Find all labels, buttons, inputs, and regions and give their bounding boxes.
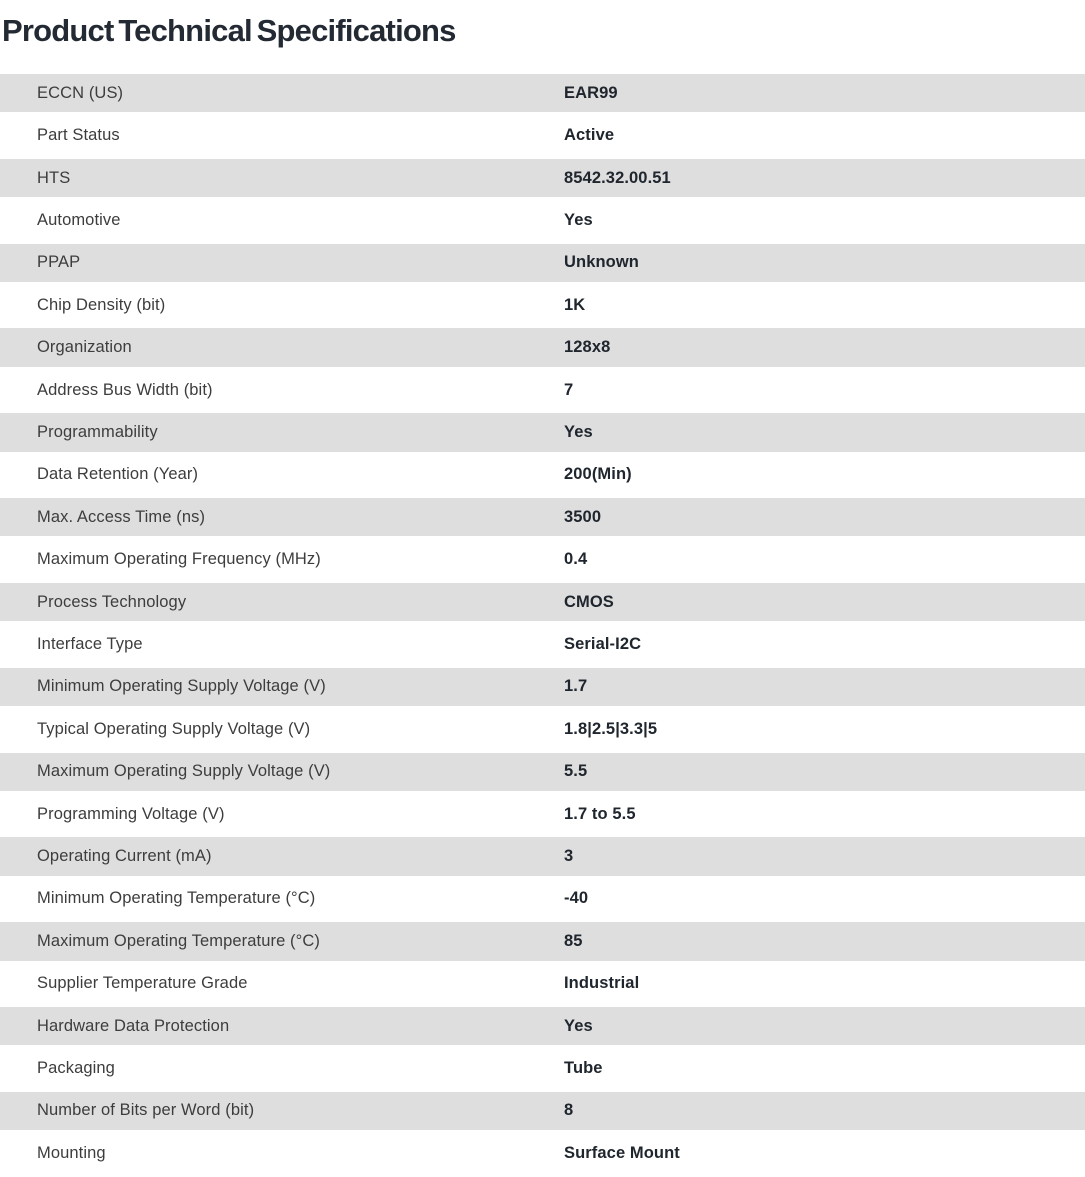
spec-row <box>0 922 1085 964</box>
spec-value: Serial-I2C <box>564 634 642 653</box>
spec-value: 1K <box>564 295 586 314</box>
spec-value: 1.8|2.5|3.3|5 <box>564 719 658 738</box>
spec-row <box>0 244 1085 286</box>
spec-row <box>0 159 1085 201</box>
spec-label: Number of Bits per Word (bit) <box>37 1101 255 1120</box>
spec-value: Yes <box>564 422 593 441</box>
spec-label: PPAP <box>37 253 81 272</box>
spec-value: Yes <box>564 1016 593 1035</box>
spec-value: 5.5 <box>564 762 588 781</box>
spec-label: Address Bus Width (bit) <box>37 380 213 399</box>
spec-row <box>0 540 1085 582</box>
spec-label: Supplier Temperature Grade <box>37 974 248 993</box>
spec-row <box>0 498 1085 540</box>
spec-value: 3 <box>564 847 574 866</box>
spec-row <box>0 668 1085 710</box>
spec-label: Programmability <box>37 422 158 441</box>
spec-row <box>0 710 1085 752</box>
spec-row <box>0 837 1085 879</box>
spec-label: Max. Access Time (ns) <box>37 507 206 526</box>
spec-value: 0.4 <box>564 550 588 569</box>
spec-table <box>0 74 1085 1177</box>
spec-row <box>0 201 1085 243</box>
spec-label: Minimum Operating Temperature (°C) <box>37 889 316 908</box>
spec-label: Data Retention (Year) <box>37 465 199 484</box>
spec-value: Unknown <box>564 253 639 272</box>
spec-label: Packaging <box>37 1059 115 1078</box>
spec-label: HTS <box>37 168 71 187</box>
spec-row <box>0 1049 1085 1091</box>
spec-label: Interface Type <box>37 634 143 653</box>
spec-value: 200(Min) <box>564 465 632 484</box>
spec-label: Maximum Operating Frequency (MHz) <box>37 550 321 569</box>
spec-row <box>0 880 1085 922</box>
spec-value: Yes <box>564 210 593 229</box>
spec-value: 128x8 <box>564 338 611 357</box>
page-title: Product Technical Specifications <box>2 13 456 48</box>
spec-row <box>0 1007 1085 1049</box>
spec-label: Programming Voltage (V) <box>37 804 225 823</box>
spec-row <box>0 625 1085 667</box>
spec-row <box>0 583 1085 625</box>
spec-label: ECCN (US) <box>37 83 124 102</box>
spec-value: Industrial <box>564 974 640 993</box>
spec-row <box>0 371 1085 413</box>
spec-label: Typical Operating Supply Voltage (V) <box>37 719 311 738</box>
spec-value: Surface Mount <box>564 1143 680 1162</box>
spec-row <box>0 328 1085 370</box>
spec-label: Maximum Operating Supply Voltage (V) <box>37 762 331 781</box>
spec-label: Maximum Operating Temperature (°C) <box>37 931 320 950</box>
spec-label: Organization <box>37 338 132 357</box>
spec-row <box>0 74 1085 116</box>
spec-value: Tube <box>564 1059 603 1078</box>
spec-value: Active <box>564 126 615 145</box>
spec-row <box>0 413 1085 455</box>
spec-label: Automotive <box>37 210 121 229</box>
spec-value: -40 <box>564 889 589 908</box>
spec-label: Chip Density (bit) <box>37 295 166 314</box>
spec-row <box>0 753 1085 795</box>
spec-row <box>0 286 1085 328</box>
spec-label: Part Status <box>37 126 120 145</box>
spec-value: 1.7 <box>564 677 588 696</box>
spec-value: 1.7 to 5.5 <box>564 804 636 823</box>
spec-label: Process Technology <box>37 592 187 611</box>
spec-label: Mounting <box>37 1143 106 1162</box>
spec-label: Operating Current (mA) <box>37 847 212 866</box>
spec-value: 3500 <box>564 507 602 526</box>
spec-row <box>0 1092 1085 1134</box>
spec-value: 7 <box>564 380 574 399</box>
spec-value: CMOS <box>564 592 614 611</box>
spec-row <box>0 795 1085 837</box>
spec-row <box>0 1134 1085 1176</box>
spec-label: Minimum Operating Supply Voltage (V) <box>37 677 326 696</box>
spec-label: Hardware Data Protection <box>37 1016 230 1035</box>
spec-value: EAR99 <box>564 83 618 102</box>
spec-row <box>0 965 1085 1007</box>
spec-value: 8542.32.00.51 <box>564 168 671 187</box>
spec-value: 85 <box>564 931 583 950</box>
spec-row <box>0 456 1085 498</box>
spec-row <box>0 116 1085 158</box>
spec-value: 8 <box>564 1101 574 1120</box>
